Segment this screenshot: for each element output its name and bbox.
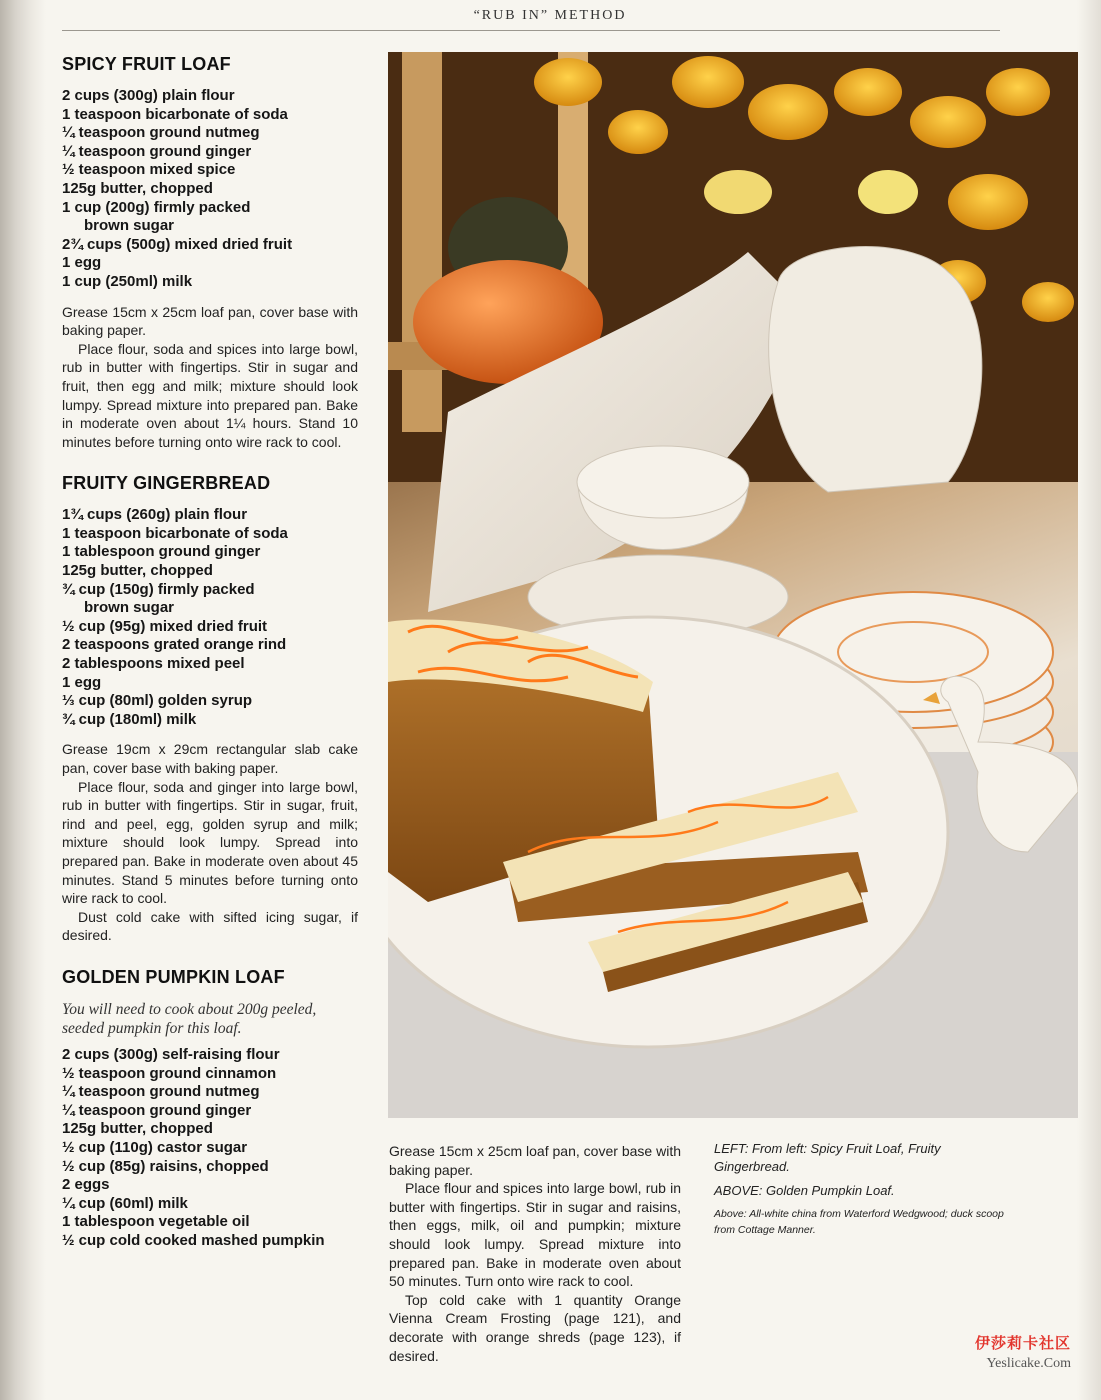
ingredient-item: ½ cup (95g) mixed dried fruit bbox=[62, 617, 268, 635]
ingredient-item: 1 cup (250ml) milk bbox=[62, 272, 193, 290]
page-edge-shadow bbox=[1077, 0, 1101, 1400]
method-paragraph: Grease 15cm x 25cm loaf pan, cover base with baking paper. bbox=[62, 303, 358, 339]
ingredient-item: 125g butter, chopped bbox=[62, 179, 213, 197]
ingredient-item: ¼ teaspoon ground nutmeg bbox=[62, 124, 260, 142]
caption-credit: Above: All-white china from Waterford Wedgwood; duck scoop from Cottage Manner. bbox=[714, 1208, 1004, 1236]
ingredient-list bbox=[62, 506, 358, 729]
method-paragraph: Grease 15cm x 25cm loaf pan, cover base with baking paper. bbox=[389, 1143, 681, 1178]
ingredient-item: 2 tablespoons mixed peel bbox=[62, 655, 245, 673]
ingredient-item: ¼ teaspoon ground ginger bbox=[62, 1101, 252, 1119]
ingredient-item: ½ cup (110g) castor sugar bbox=[62, 1138, 248, 1156]
ingredient-item: ¼ teaspoon ground nutmeg bbox=[62, 1083, 260, 1101]
method-paragraph: Place flour and spices into large bowl, rub in butter with fingertips. Stir in sugar and raisins, then eggs, milk, oil and pumpkin; mixture should look lumpy. Spread mixture into prepared pan. Bake in moderate oven about 50 minutes. Turn onto wire rack to cool. bbox=[389, 1180, 681, 1290]
ingredient-item: 2 cups (300g) self-raising flour bbox=[62, 1045, 280, 1063]
ingredient-item: ½ cup cold cooked mashed pumpkin bbox=[62, 1231, 325, 1249]
food-photo bbox=[388, 52, 1078, 1118]
method-paragraph: Grease 19cm x 29cm rectangular slab cake pan, cover base with baking paper. bbox=[62, 741, 358, 776]
watermark-cn: 伊莎莉卡社区 bbox=[974, 1335, 1071, 1352]
ingredient-list bbox=[62, 1046, 358, 1251]
ingredient-item: ½ cup (85g) raisins, chopped bbox=[62, 1157, 269, 1175]
ingredient-item: 2 teaspoons grated orange rind bbox=[62, 636, 287, 654]
ingredient-item: brown sugar bbox=[84, 217, 175, 235]
ingredient-item: 1 teaspoon bicarbonate of soda bbox=[62, 105, 288, 123]
method-paragraph: Top cold cake with 1 quantity Orange Vienna Cream Frosting (page 121), and decorate with orange shreds (page 123), if desired. bbox=[389, 1291, 681, 1364]
ingredient-item: 1 teaspoon bicarbonate of soda bbox=[62, 524, 288, 542]
ingredient-item: 2 eggs bbox=[62, 1176, 110, 1194]
method-paragraph: Place flour, soda and spices into large bowl, rub in butter with fingertips. Stir in sugar and fruit, then egg and milk; mixture should look lumpy. Spread mixture into prepared pan. Bake in moderate oven about 1¼ hours. Stand 10 minutes before turning onto wire rack to cool. bbox=[62, 340, 358, 450]
recipe-fruity-gingerbread bbox=[62, 473, 358, 945]
ingredient-item: 1 egg bbox=[62, 673, 102, 691]
recipe-golden-pumpkin-loaf bbox=[62, 967, 358, 1251]
photo-caption bbox=[714, 1140, 1004, 1244]
ingredient-list bbox=[62, 87, 358, 292]
recipe-column bbox=[62, 54, 358, 1272]
ingredient-item: 1¾ cups (260g) plain flour bbox=[62, 506, 248, 524]
ingredient-item: ¾ cup (150g) firmly packed bbox=[62, 580, 255, 598]
ingredient-item: ½ teaspoon ground cinnamon bbox=[62, 1064, 277, 1082]
page-gutter-shadow bbox=[0, 0, 46, 1400]
ingredient-item: 1 egg bbox=[62, 254, 102, 272]
recipe-title: SPICY FRUIT LOAF bbox=[62, 54, 231, 74]
ingredient-item: 2¾ cups (500g) mixed dried fruit bbox=[62, 235, 293, 253]
caption-above: ABOVE: Golden Pumpkin Loaf. bbox=[714, 1183, 895, 1198]
white-jug bbox=[769, 247, 982, 492]
ingredient-item: ¼ teaspoon ground ginger bbox=[62, 142, 252, 160]
ingredient-item: 1 tablespoon ground ginger bbox=[62, 543, 261, 561]
ingredient-item: 2 cups (300g) plain flour bbox=[62, 87, 235, 104]
recipe-title: GOLDEN PUMPKIN LOAF bbox=[62, 966, 285, 987]
ingredient-item: 1 tablespoon vegetable oil bbox=[62, 1213, 250, 1231]
caption-left: LEFT: From left: Spicy Fruit Loaf, Fruity Gingerbread. bbox=[714, 1141, 941, 1174]
ingredient-item: ½ teaspoon mixed spice bbox=[62, 161, 236, 179]
ingredient-item: ¼ cup (60ml) milk bbox=[62, 1194, 188, 1212]
ingredient-item: 1 cup (200g) firmly packed bbox=[62, 198, 251, 216]
pumpkin-method-text bbox=[389, 1142, 681, 1365]
ingredient-item: ¾ cup (180ml) milk bbox=[62, 710, 197, 728]
method-text bbox=[62, 303, 358, 452]
running-head: “RUB IN” METHOD bbox=[473, 8, 627, 23]
recipe-intro: You will need to cook about 200g peeled, seeded pumpkin for this loaf. bbox=[62, 1000, 317, 1037]
site-watermark bbox=[975, 1332, 1071, 1372]
ingredient-item: brown sugar bbox=[84, 599, 175, 617]
recipe-spicy-fruit-loaf bbox=[62, 54, 358, 451]
method-paragraph: Place flour, soda and ginger into large bowl, rub in butter with fingertips. Stir in sugar, fruit, rind and peel, egg, golden syrup and milk; mixture should look lumpy. Spread into prepared pan. Bake in moderate oven about 45 minutes. Stand 5 minutes before turning onto wire rack to cool. bbox=[62, 778, 358, 907]
ingredient-item: 125g butter, chopped bbox=[62, 562, 213, 580]
method-paragraph: Dust cold cake with sifted icing sugar, if desired. bbox=[62, 908, 358, 944]
ingredient-item: 125g butter, chopped bbox=[62, 1120, 213, 1138]
recipe-title: FRUITY GINGERBREAD bbox=[62, 473, 271, 494]
ingredient-item: ⅓ cup (80ml) golden syrup bbox=[62, 692, 253, 710]
header-rule bbox=[62, 30, 1000, 31]
watermark-en: Yeslicake.Com bbox=[986, 1356, 1071, 1371]
photo-illustration bbox=[388, 52, 1078, 1118]
method-text bbox=[62, 740, 358, 945]
